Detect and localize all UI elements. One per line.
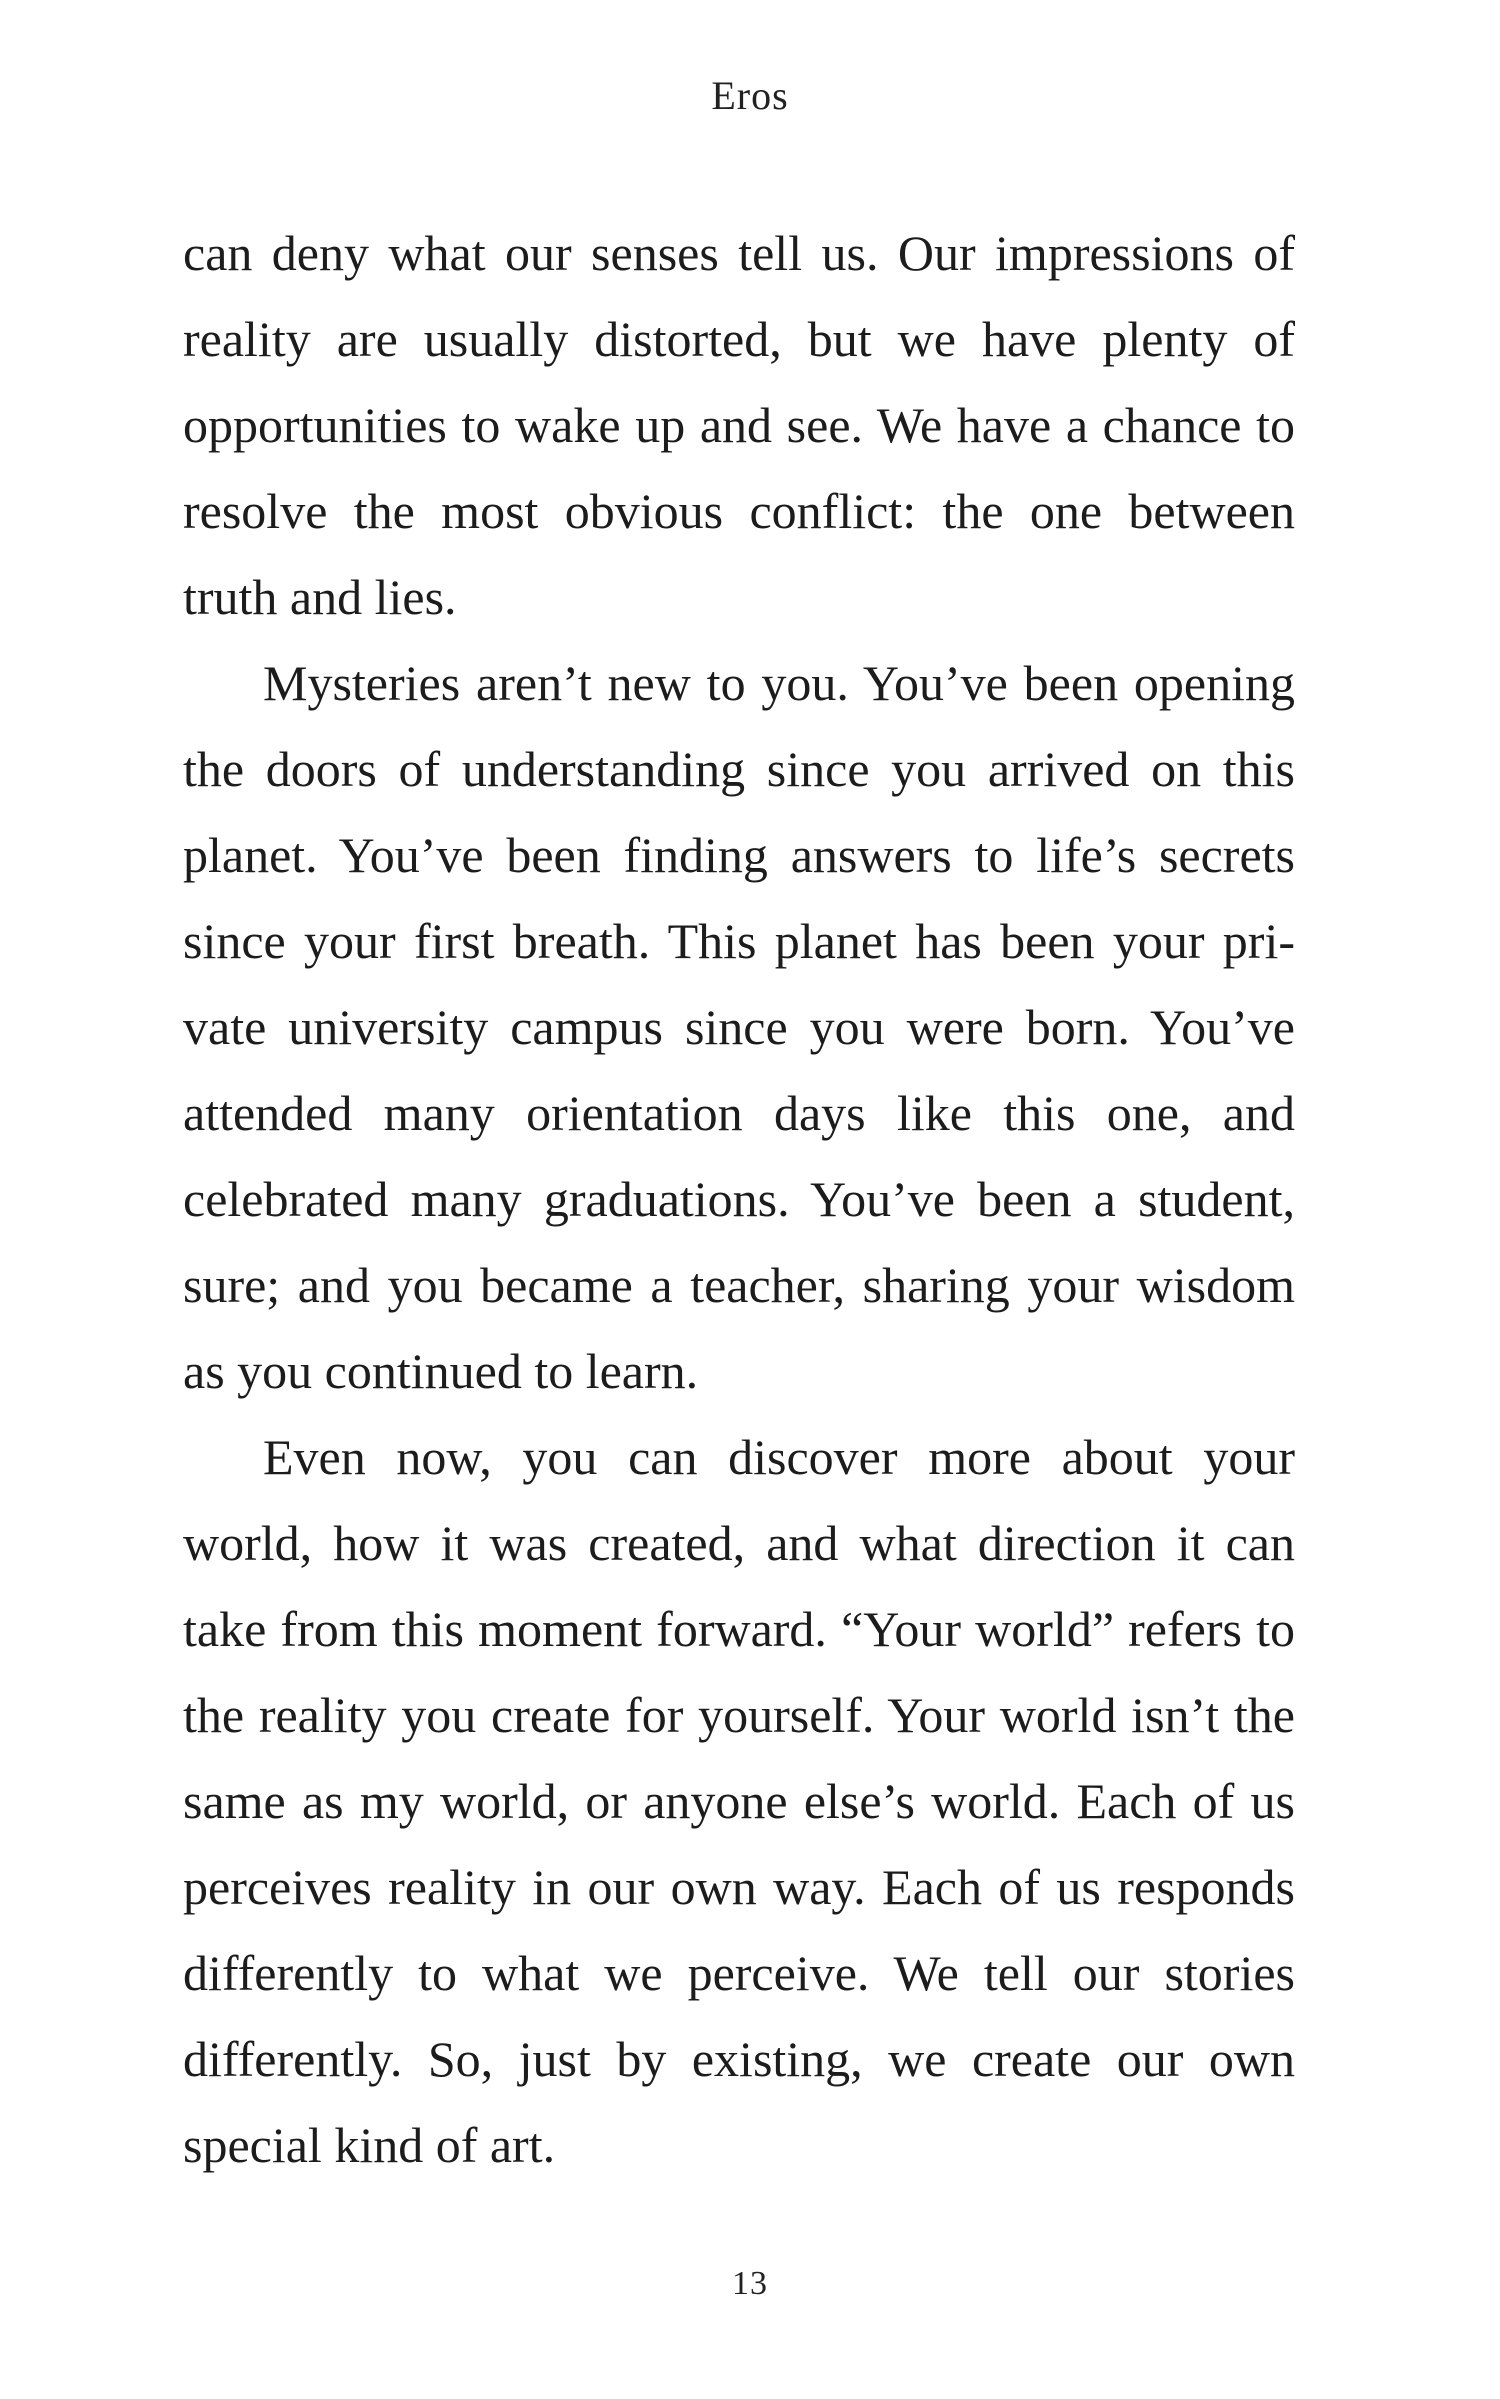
body-text bbox=[183, 210, 1295, 2188]
paragraph: Even now, you can discover more about your world, how it was created, and what direction it can take from this moment forward. “Your world” refers to the reality you create for yourself. Your world isn’t the same as my world, or anyone else’s world. Each of us perceives reality in our own way. Each of us responds differently to what we perceive. We tell our stories differently. So, just by existing, we create our own special kind of art. bbox=[183, 1429, 1295, 2173]
paragraph-continued: can deny what our senses tell us. Our impressions of reality are usually distorted, but we have plenty of opportunities to wake up and see. We have a chance to resolve the most obvious conflict: the one between truth and lies. bbox=[183, 225, 1295, 625]
page-number: 13 bbox=[732, 2265, 768, 2302]
running-title: Eros bbox=[711, 73, 789, 118]
paragraph: Mysteries aren’t new to you. You’ve been opening the doors of understanding since you arrived on this planet. You’ve been finding answers to life’s secrets since your first breath. This planet has been your private university campus since you were born. You’ve attended many orientation days like this one, and celebrated many graduations. You’ve been a student, sure; and you became a teacher, sharing your wisdom as you continued to learn. bbox=[183, 655, 1295, 1399]
